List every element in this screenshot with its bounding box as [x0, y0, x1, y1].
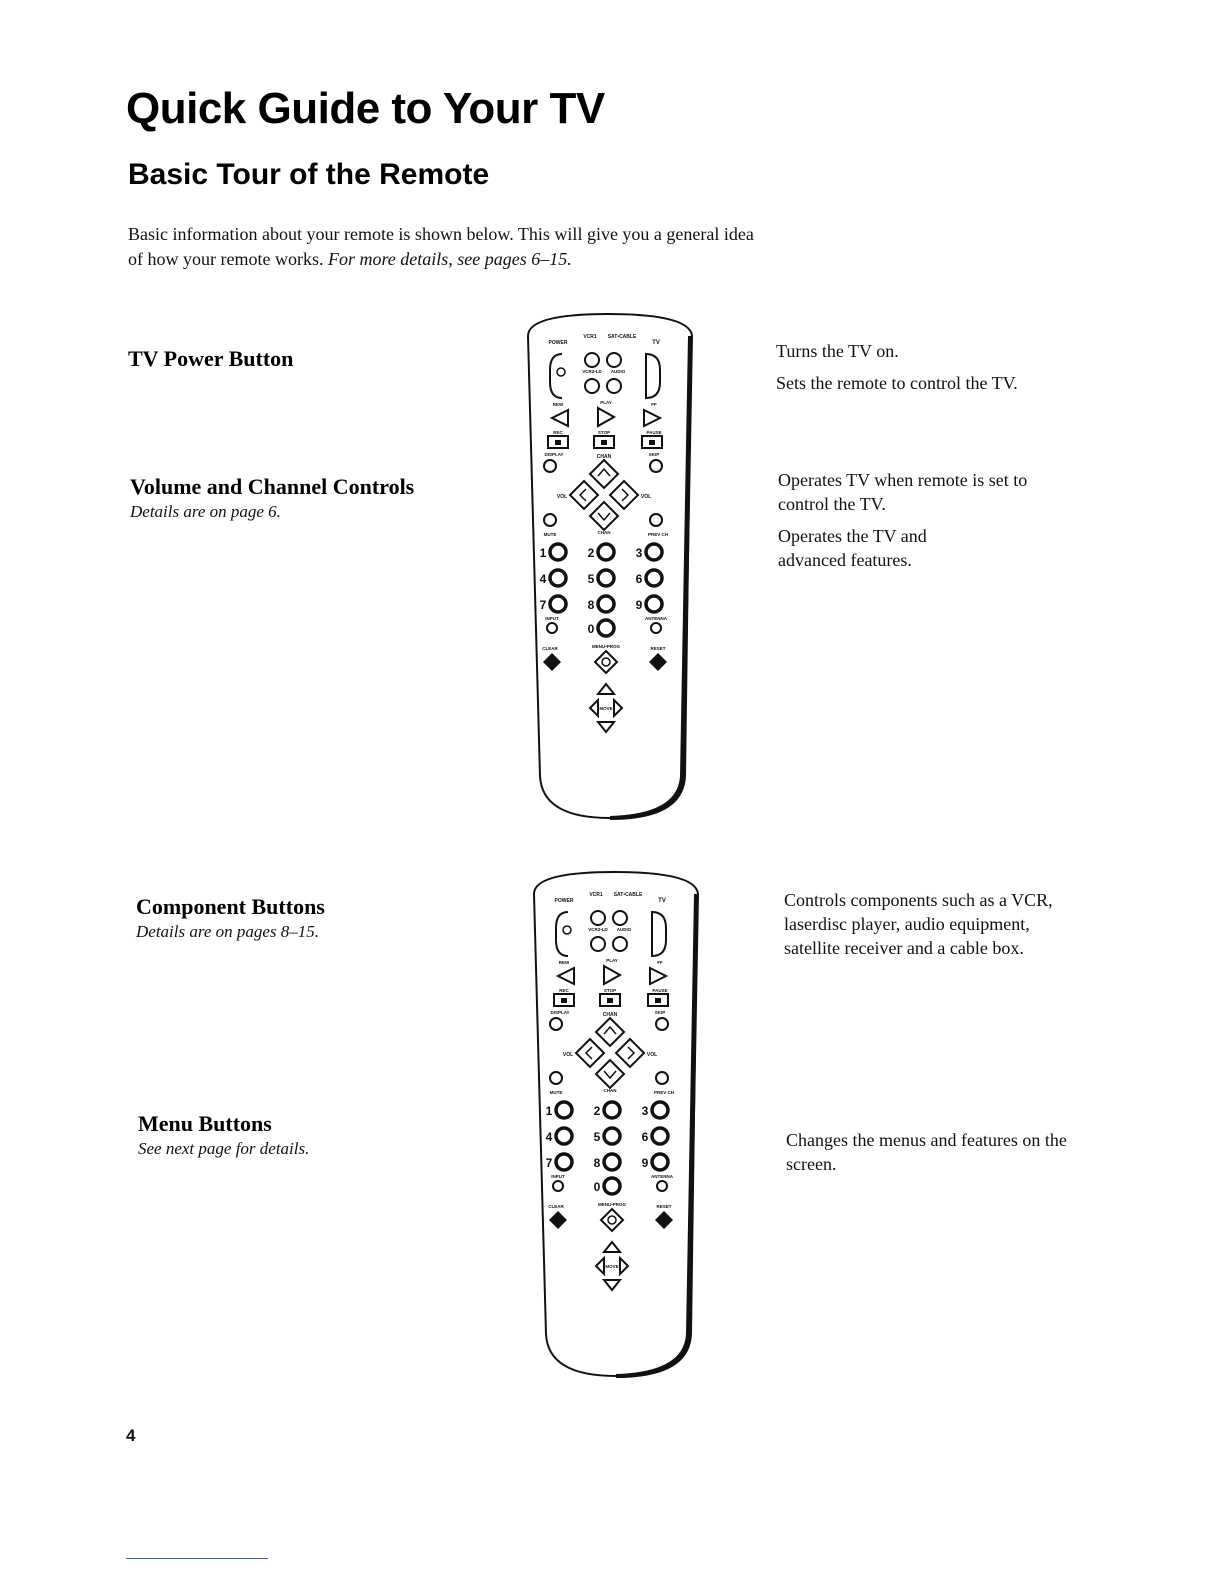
page-number: 4	[126, 1426, 136, 1445]
vol-chan-title: Volume and Channel Controls	[130, 474, 415, 499]
label-reset: RESET	[650, 646, 666, 651]
label-prevch: PREV CH	[653, 1090, 675, 1095]
label-vol-right: VOL	[640, 494, 652, 500]
desc-advanced: Operates the TV and advanced features.	[778, 526, 927, 570]
remote-illustration-top	[518, 306, 702, 828]
digit-label-0: 0	[587, 622, 595, 636]
top-desc-controls	[778, 468, 1078, 580]
label-play: PLAY	[606, 958, 618, 963]
label-ff: FF	[657, 960, 663, 965]
label-tv: TV	[658, 898, 666, 904]
label-vol-right: VOL	[646, 1052, 658, 1058]
digit-label-8: 8	[587, 598, 595, 612]
pause-icon	[655, 998, 661, 1003]
label-chan-bottom: CHAN	[603, 1088, 617, 1093]
digit-label-7: 7	[539, 598, 547, 612]
label-chan-top: CHAN	[596, 454, 612, 460]
digit-label-2: 2	[593, 1104, 601, 1118]
label-rec: REC	[553, 430, 563, 435]
bottom-desc-components	[784, 888, 1064, 968]
label-reset: RESET	[656, 1204, 672, 1209]
label-power: POWER	[554, 898, 574, 904]
label-display: DISPLAY	[544, 452, 564, 457]
vol-chan-sub: Details are on page 6.	[130, 502, 281, 521]
desc-menus: Changes the menus and features on the screen.	[786, 1130, 1067, 1174]
label-vcr1: VCR1	[589, 892, 603, 898]
label-chan-bottom: CHAN	[597, 530, 611, 535]
digit-label-6: 6	[641, 1130, 649, 1144]
label-vcr2ld: VCR2•LD	[588, 927, 608, 932]
menu-label	[138, 1111, 309, 1159]
digit-label-3: 3	[641, 1104, 649, 1118]
digit-label-1: 1	[545, 1104, 553, 1118]
label-skip: SKIP	[648, 452, 660, 457]
rec-icon	[561, 998, 567, 1003]
label-power: POWER	[548, 340, 568, 346]
menu-sub: See next page for details.	[138, 1139, 310, 1158]
bottom-desc-menu	[786, 1128, 1076, 1184]
digit-label-1: 1	[539, 546, 547, 560]
intro-text: Basic information about your remote is shown below. This will give you a general idea of how your remote works.	[128, 224, 754, 269]
label-audio: AUDIO	[610, 369, 626, 374]
stop-icon	[607, 998, 613, 1003]
digit-label-7: 7	[545, 1156, 553, 1170]
label-stop: STOP	[603, 988, 617, 993]
desc-sets-remote: Sets the remote to control the TV.	[776, 373, 1018, 393]
label-pause: PAUSE	[646, 430, 662, 435]
label-vol-left: VOL	[556, 494, 568, 500]
label-antenna: ANTENNA	[651, 1174, 673, 1179]
component-title: Component Buttons	[136, 894, 325, 919]
label-display: DISPLAY	[550, 1010, 570, 1015]
digit-label-8: 8	[593, 1156, 601, 1170]
footer-rule	[126, 1558, 268, 1559]
label-move: MOVE	[599, 706, 613, 711]
digit-label-6: 6	[635, 572, 643, 586]
remote-body	[528, 314, 692, 818]
label-satcable: SAT•CABLE	[613, 892, 643, 898]
digit-label-2: 2	[587, 546, 595, 560]
label-antenna: ANTENNA	[645, 616, 667, 621]
digit-label-9: 9	[641, 1156, 649, 1170]
vol-chan-label	[130, 474, 414, 522]
label-pause: PAUSE	[652, 988, 668, 993]
label-input: INPUT	[551, 1174, 565, 1179]
stop-icon	[601, 440, 607, 445]
label-ff: FF	[651, 402, 657, 407]
label-vol-left: VOL	[562, 1052, 574, 1058]
page-title: Quick Guide to Your TV	[126, 84, 605, 133]
label-play: PLAY	[600, 400, 612, 405]
label-rew: REW	[558, 960, 570, 965]
label-mute: MUTE	[543, 532, 557, 537]
digit-label-3: 3	[635, 546, 643, 560]
intro-paragraph	[128, 222, 768, 272]
rec-icon	[555, 440, 561, 445]
intro-reference: For more details, see pages 6–15.	[327, 249, 572, 269]
label-prevch: PREV CH	[647, 532, 669, 537]
label-menu: MENU•PROG	[597, 1202, 627, 1207]
digit-label-5: 5	[587, 572, 595, 586]
label-skip: SKIP	[654, 1010, 666, 1015]
desc-turns-on: Turns the TV on.	[776, 341, 899, 361]
pause-icon	[649, 440, 655, 445]
label-move: MOVE	[605, 1264, 619, 1269]
digit-label-0: 0	[593, 1180, 601, 1194]
label-vcr2ld: VCR2•LD	[582, 369, 602, 374]
label-clear: CLEAR	[542, 646, 558, 651]
digit-label-4: 4	[545, 1130, 553, 1144]
component-label	[136, 894, 325, 942]
label-vcr1: VCR1	[583, 334, 597, 340]
label-satcable: SAT•CABLE	[607, 334, 637, 340]
label-tv: TV	[652, 340, 660, 346]
remote-body	[534, 872, 698, 1376]
tv-power-title: TV Power Button	[128, 346, 294, 371]
digit-label-9: 9	[635, 598, 643, 612]
label-rew: REW	[552, 402, 564, 407]
label-stop: STOP	[597, 430, 611, 435]
desc-components: Controls components such as a VCR, laserdisc player, audio equipment, satellite receiver and a cable box.	[784, 890, 1053, 958]
digit-label-5: 5	[593, 1130, 601, 1144]
label-mute: MUTE	[549, 1090, 563, 1095]
section-subtitle: Basic Tour of the Remote	[128, 158, 490, 191]
label-rec: REC	[559, 988, 569, 993]
label-chan-top: CHAN	[602, 1012, 618, 1018]
digit-label-4: 4	[539, 572, 547, 586]
menu-title: Menu Buttons	[138, 1111, 272, 1136]
top-desc-power	[776, 339, 1096, 403]
tv-power-label	[128, 346, 293, 372]
label-audio: AUDIO	[616, 927, 632, 932]
desc-operates-tv: Operates TV when remote is set to control the TV.	[778, 470, 1028, 514]
component-sub: Details are on pages 8–15.	[136, 922, 320, 941]
label-input: INPUT	[545, 616, 559, 621]
label-clear: CLEAR	[548, 1204, 564, 1209]
remote-illustration-bottom	[524, 864, 708, 1386]
label-menu: MENU•PROG	[591, 644, 621, 649]
